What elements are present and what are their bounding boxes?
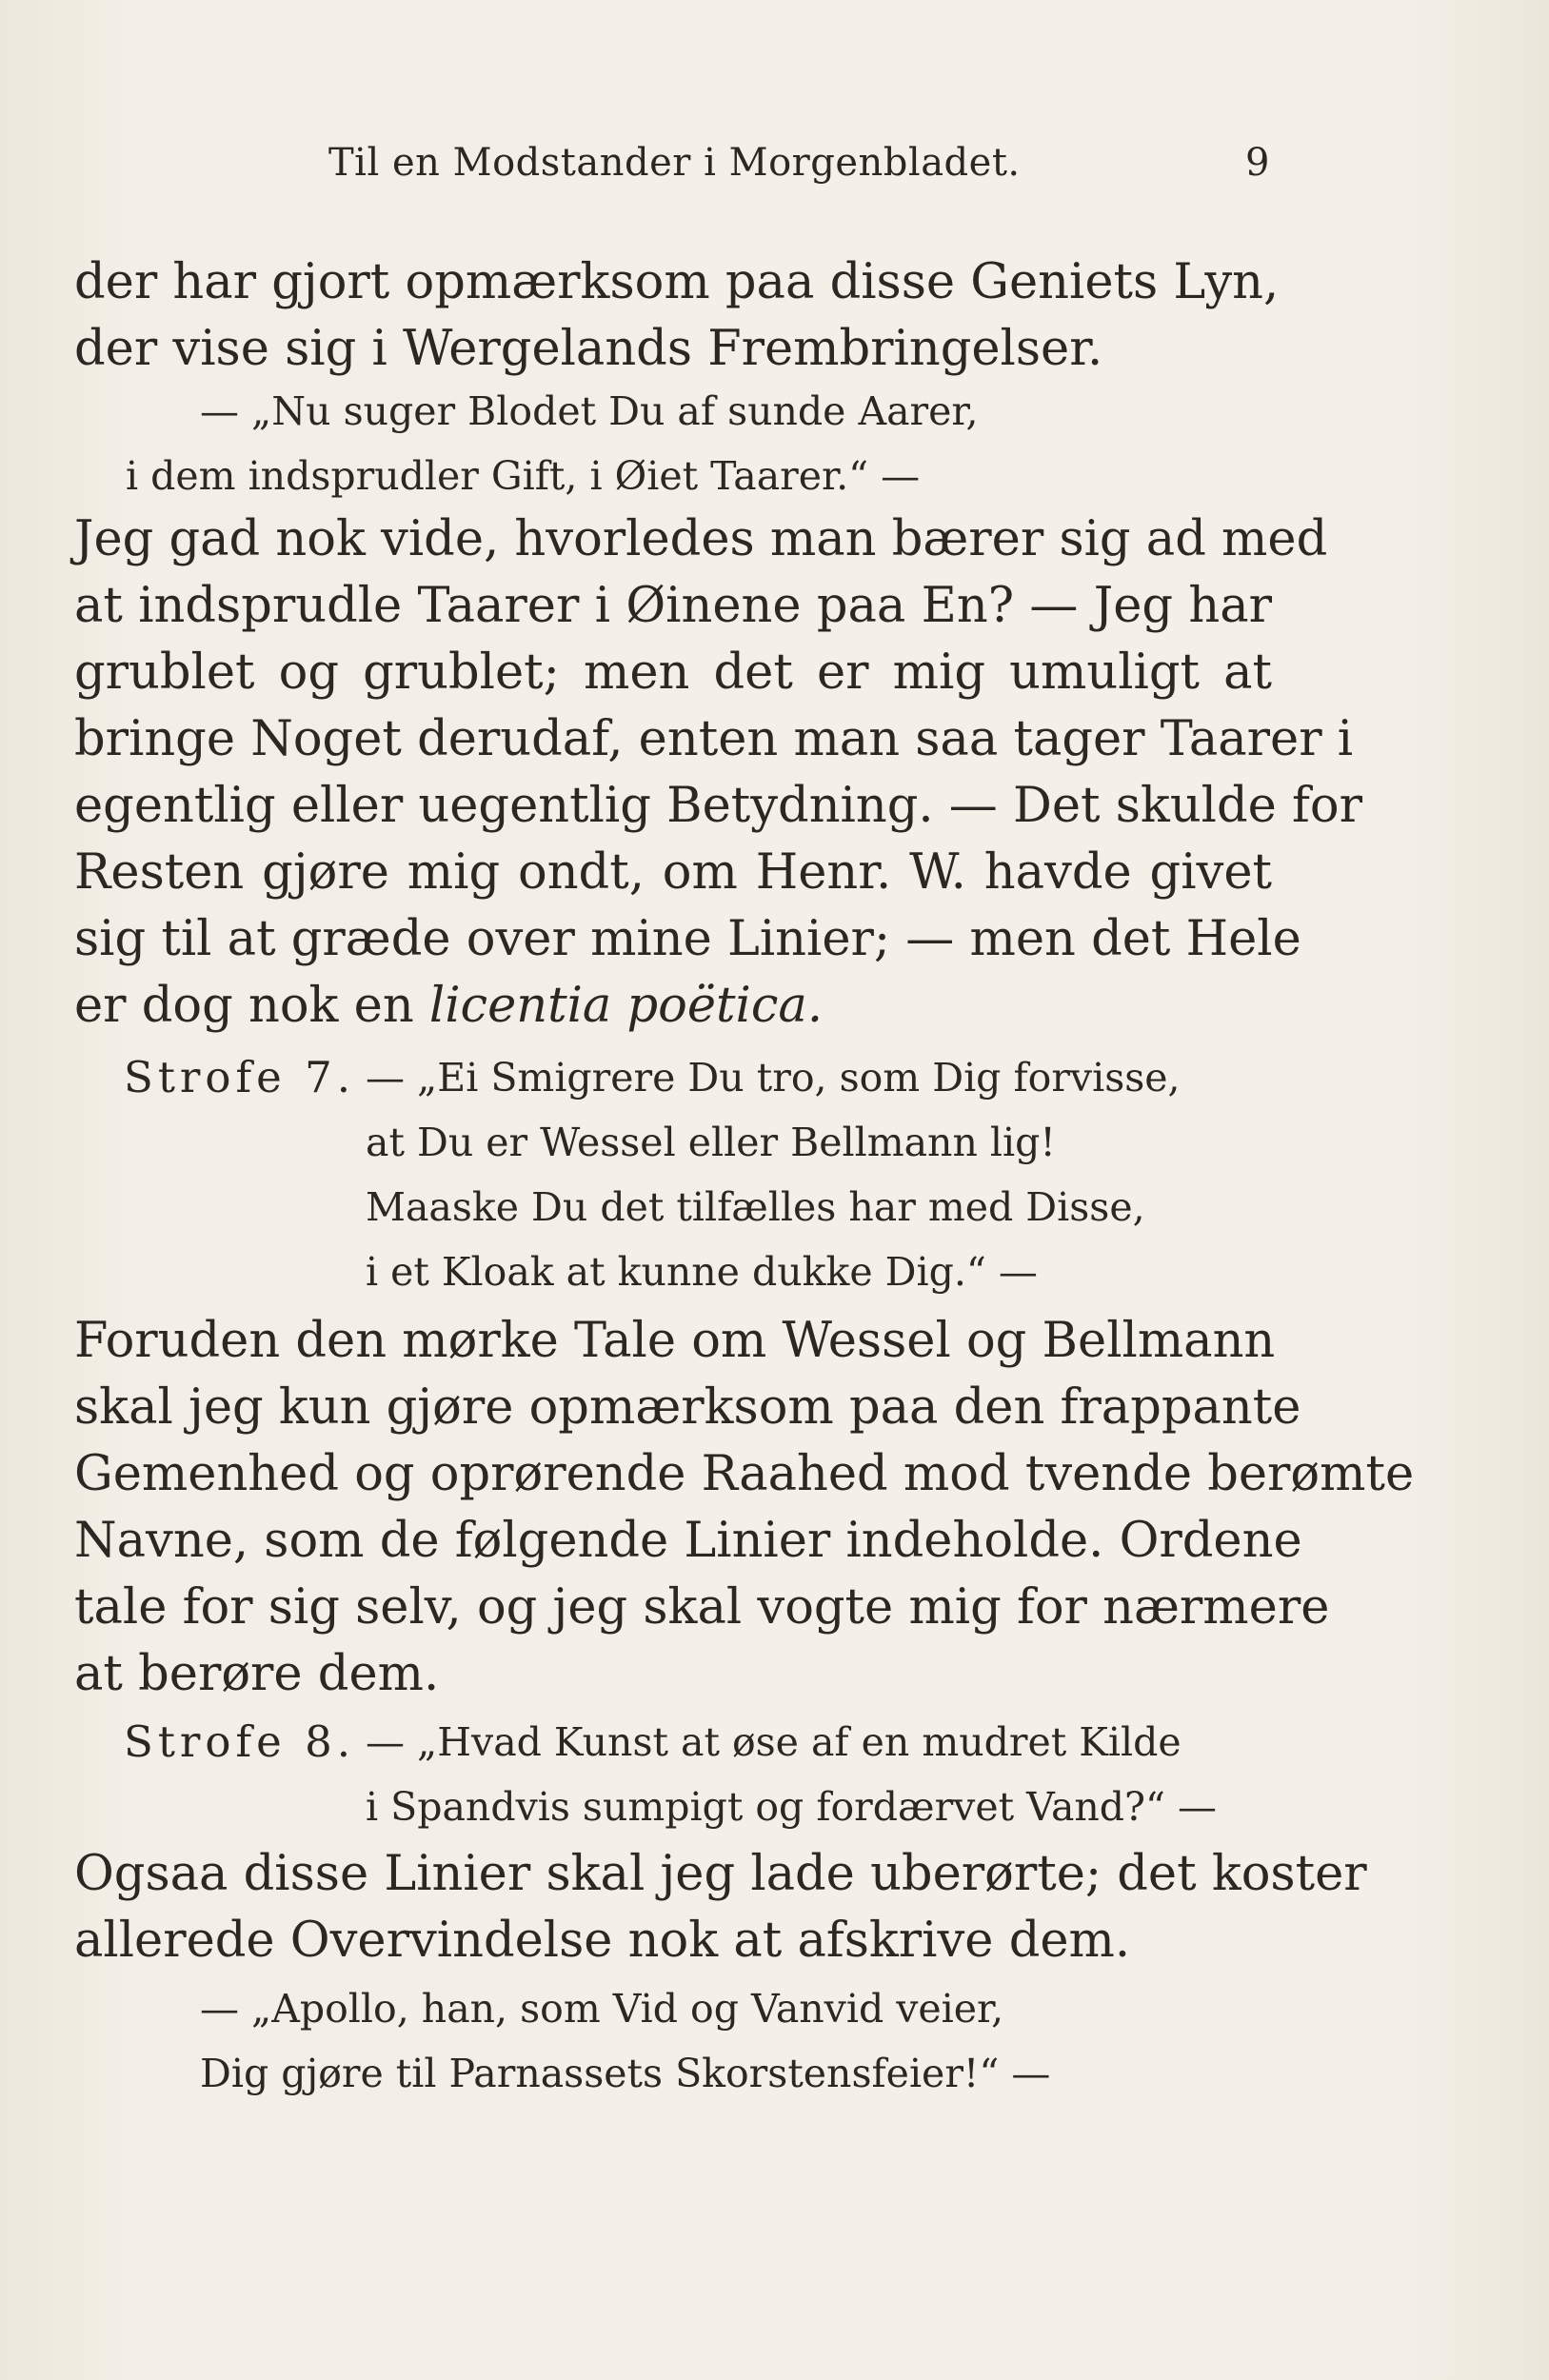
text-line: at indsprudle Taarer i Øinene paa En? — Jeg har bbox=[74, 578, 1272, 634]
paragraph-2 bbox=[74, 506, 1362, 1040]
paragraph-3 bbox=[74, 1308, 1415, 1708]
verse-line: — „Nu suger Blodet Du af sunde Aarer, bbox=[200, 388, 979, 434]
text-line: Resten gjøre mig ondt, om Henr. W. havde givet bbox=[74, 844, 1272, 901]
page-header bbox=[0, 141, 1549, 198]
verse-line: at Du er Wessel eller Bellmann lig! bbox=[366, 1120, 1056, 1165]
text-line: bringe Noget derudaf, enten man saa tager Taarer i bbox=[74, 711, 1354, 767]
verse-line: — „Hvad Kunst at øse af en mudret Kilde bbox=[366, 1719, 1182, 1765]
text-line: der vise sig i Wergelands Frembringelser. bbox=[74, 321, 1103, 377]
latin-phrase: licentia poëtica. bbox=[428, 978, 824, 1034]
text-line: grublet og grublet; men det er mig umuligt at bbox=[74, 645, 1272, 701]
verse-line: i dem indsprudler Gift, i Øiet Taarer.“ — bbox=[126, 453, 921, 499]
text-line: at berøre dem. bbox=[74, 1646, 440, 1702]
paragraph-1 bbox=[74, 249, 1280, 383]
body-text bbox=[74, 249, 1415, 2106]
verse-line: — „Apollo, han, som Vid og Vanvid veier, bbox=[200, 1986, 1004, 2032]
running-title: Til en Modstander i Morgenbladet. bbox=[328, 141, 1021, 185]
verse-line: i et Kloak at kunne dukke Dig.“ — bbox=[366, 1249, 1038, 1295]
verse-line: i Spandvis sumpigt og fordærvet Vand?“ — bbox=[366, 1784, 1218, 1830]
strofe-label: Strofe 8. bbox=[124, 1716, 356, 1767]
text-line: egentlig eller uegentlig Betydning. — Det skulde for bbox=[74, 778, 1362, 834]
text-line: Navne, som de følgende Linier indeholde. Ordene bbox=[74, 1513, 1302, 1569]
text-line: der har gjort opmærksom paa disse Geniets Lyn, bbox=[74, 254, 1280, 310]
verse-quote-2 bbox=[74, 1976, 1272, 2106]
text-line: Jeg gad nok vide, hvorledes man bærer sig ad med bbox=[74, 511, 1328, 567]
text-fragment: er dog nok en bbox=[74, 978, 429, 1034]
verse-line: — „Ei Smigrere Du tro, som Dig forvisse, bbox=[366, 1055, 1181, 1101]
verse-line: Dig gjøre til Parnassets Skorstensfeier!“ — bbox=[200, 2051, 1051, 2096]
page-number: 9 bbox=[1245, 141, 1270, 185]
text-line: Foruden den mørke Tale om Wessel og Bellmann bbox=[74, 1313, 1276, 1369]
verse-line: Maaske Du det tilfælles har med Disse, bbox=[366, 1184, 1145, 1230]
strofe-8 bbox=[74, 1710, 1272, 1839]
text-line: Gemenhed og oprørende Raahed mod tvende berømte bbox=[74, 1446, 1415, 1502]
strofe-7 bbox=[74, 1045, 1272, 1304]
text-line: tale for sig selv, og jeg skal vogte mig for nærmere bbox=[74, 1579, 1330, 1636]
text-line: Ogsaa disse Linier skal jeg lade uberørte; det koster bbox=[74, 1846, 1367, 1902]
strofe-label: Strofe 7. bbox=[124, 1052, 356, 1102]
text-line: skal jeg kun gjøre opmærksom paa den frappante bbox=[74, 1379, 1301, 1436]
text-line: sig til at græde over mine Linier; — men det Hele bbox=[74, 911, 1301, 967]
text-line: allerede Overvindelse nok at afskrive dem. bbox=[74, 1913, 1131, 1969]
text-line bbox=[74, 973, 1272, 1040]
paragraph-4 bbox=[74, 1841, 1367, 1974]
verse-quote-1 bbox=[74, 379, 1272, 508]
